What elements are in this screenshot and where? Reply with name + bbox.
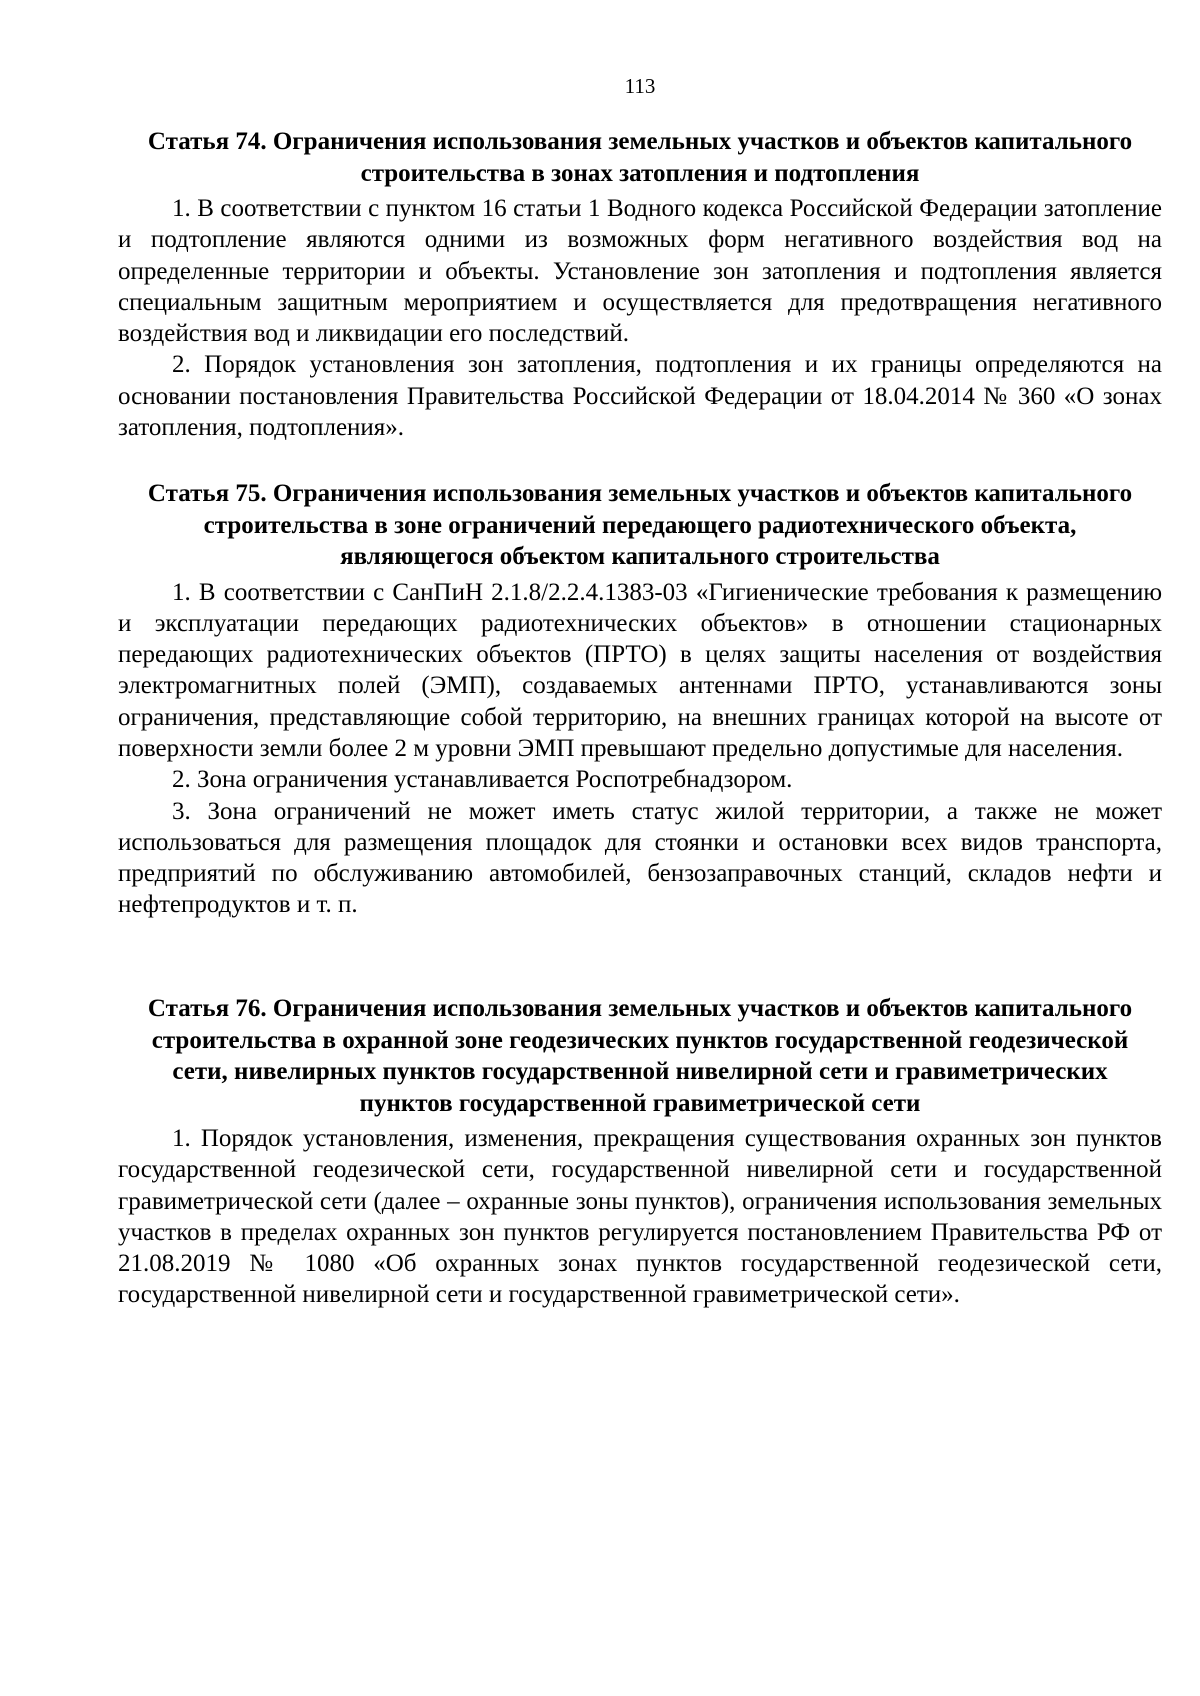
article-76-paragraph-1: 1. Порядок установления, изменения, прекращения существования охранных зон пунктов государственной геодезической сети, государственной нивелирной сети и государственной гравиметрической сети (далее – охранные зоны пунктов), ограничения использования земельных участков в пределах охранных зон пунктов регулируется постановлением Правительства РФ от 21.08.2019 № 1080 «Об охранных зонах пунктов государственной геодезической сети, государственной нивелирной сети и государственной гравиметрической сети».: [118, 1125, 1162, 1309]
article-75-paragraph-1: 1. В соответствии с СанПиН 2.1.8/2.2.4.1383-03 «Гигиенические требования к размещению и эксплуатации передающих радиотехнических объектов» в отношении стационарных передающих радиотехнических объектов (ПРТО) в целях защиты населения от воздействия электромагнитных полей (ЭМП), создаваемых антеннами ПРТО, устанавливаются зоны ограничения, представляющие собой территорию, на внешних границах которой на высоте от поверхности земли более 2 м уровни ЭМП превышают предельно допустимые для населения.: [118, 578, 1162, 762]
article-74: [118, 126, 1162, 443]
article-75-paragraph-3: 3. Зона ограничений не может иметь статус жилой территории, а также не может использоваться для размещения площадок для стоянки и остановки всех видов транспорта, предприятий по обслуживанию автомобилей, бензозаправочных станций, складов нефти и нефтепродуктов и т. п.: [118, 797, 1162, 919]
article-76-title: Статья 76. Ограничения использования земельных участков и объектов капитального строительства в охранной зоне геодезических пунктов государственной геодезической сети, нивелирных пунктов государственной нивелирной сети и гравиметрических пунктов государственной гравиметрической сети: [147, 995, 1133, 1117]
article-76: [118, 993, 1162, 1311]
article-74-title: Статья 74. Ограничения использования земельных участков и объектов капитального строительства в зонах затопления и подтопления: [147, 128, 1133, 187]
article-75: [118, 478, 1162, 921]
page-number: 113: [624, 74, 656, 98]
article-75-title: Статья 75. Ограничения использования земельных участков и объектов капитального строительства в зоне ограничений передающего радиотехнического объекта, являющегося объектом капитального строительства: [147, 480, 1133, 570]
article-74-paragraph-1: 1. В соответствии с пунктом 16 статьи 1 Водного кодекса Российской Федерации затопление и подтопление являются одними из возможных форм негативного воздействия вод на определенные территории и объекты. Установление зон затопления и подтопления является специальным защитным мероприятием и осуществляется для предотвращения негативного воздействия вод и ликвидации его последствий.: [118, 195, 1162, 348]
article-75-paragraph-2: 2. Зона ограничения устанавливается Роспотребнадзором.: [172, 766, 793, 794]
article-74-paragraph-2: 2. Порядок установления зон затопления, подтопления и их границы определяются на основании постановления Правительства Российской Федерации от 18.04.2014 № 360 «О зонах затопления, подтопления».: [118, 351, 1162, 442]
